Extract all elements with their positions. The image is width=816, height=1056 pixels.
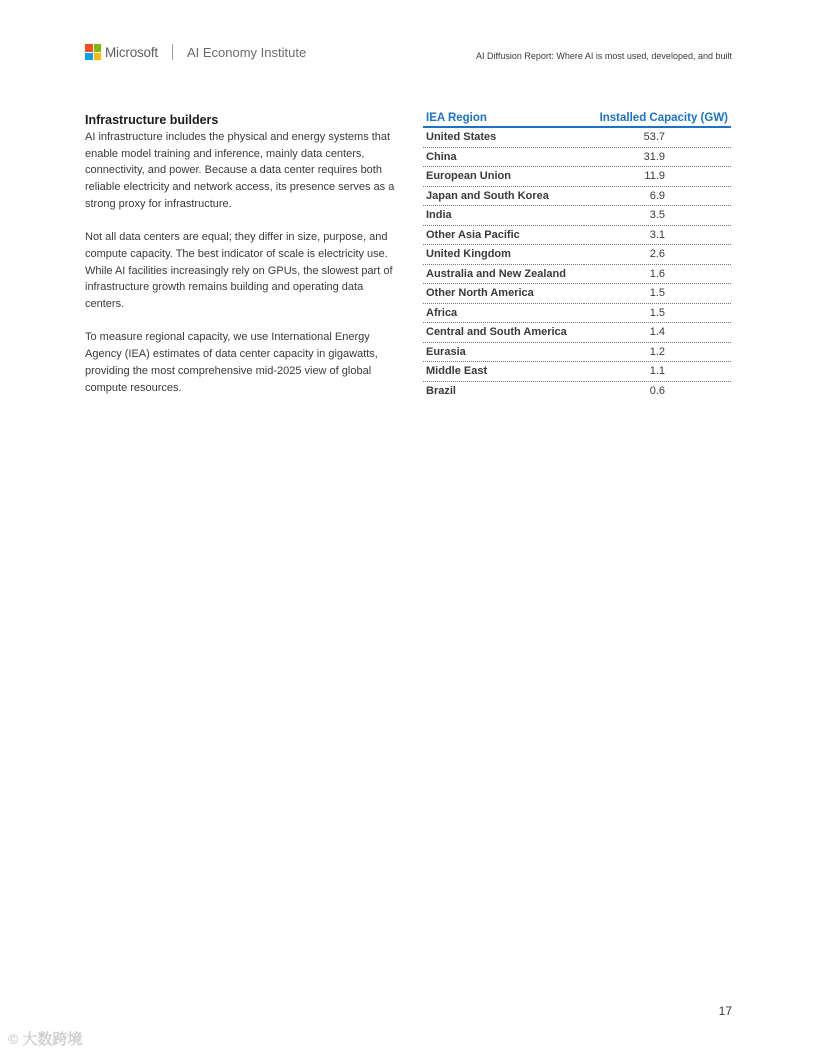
capacity-cell: 31.9 bbox=[584, 147, 731, 167]
region-cell: Japan and South Korea bbox=[423, 186, 584, 206]
table-row bbox=[423, 303, 731, 323]
header-divider bbox=[172, 44, 173, 60]
region-cell: China bbox=[423, 147, 584, 167]
capacity-cell: 1.5 bbox=[584, 284, 731, 304]
microsoft-logo-icon bbox=[85, 44, 101, 60]
capacity-cell: 1.4 bbox=[584, 323, 731, 343]
table-body bbox=[423, 127, 731, 400]
report-title: AI Diffusion Report: Where AI is most used, developed, and built bbox=[476, 51, 732, 61]
header-logo bbox=[85, 44, 306, 60]
region-cell: Africa bbox=[423, 303, 584, 323]
region-cell: Eurasia bbox=[423, 342, 584, 362]
table-row bbox=[423, 381, 731, 400]
paragraph: To measure regional capacity, we use International Energy Agency (IEA) estimates of data center capacity in gigawatts, providing the most comprehensive mid-2025 view of global compute resources. bbox=[85, 331, 378, 394]
table-header-row bbox=[423, 110, 731, 127]
region-cell: Other North America bbox=[423, 284, 584, 304]
table-row bbox=[423, 206, 731, 226]
table-row bbox=[423, 342, 731, 362]
watermark-logo-icon: © bbox=[8, 1030, 19, 1047]
institute-name: AI Economy Institute bbox=[186, 44, 307, 60]
brand-name: Microsoft bbox=[105, 44, 158, 60]
capacity-table bbox=[423, 110, 731, 400]
capacity-cell: 2.6 bbox=[584, 245, 731, 265]
table-row bbox=[423, 362, 731, 382]
region-cell: United States bbox=[423, 127, 584, 147]
column-header-region: IEA Region bbox=[423, 110, 584, 127]
capacity-cell: 1.1 bbox=[584, 362, 731, 382]
region-cell: European Union bbox=[423, 167, 584, 187]
region-cell: India bbox=[423, 206, 584, 226]
capacity-cell: 3.5 bbox=[584, 206, 731, 226]
region-cell: Central and South America bbox=[423, 323, 584, 343]
table-row bbox=[423, 225, 731, 245]
capacity-cell: 1.6 bbox=[584, 264, 731, 284]
region-cell: Other Asia Pacific bbox=[423, 225, 584, 245]
capacity-cell: 1.2 bbox=[584, 342, 731, 362]
region-cell: Middle East bbox=[423, 362, 584, 382]
watermark-text: 大数跨境 bbox=[22, 1031, 83, 1048]
watermark bbox=[8, 1028, 82, 1049]
table-row bbox=[423, 186, 731, 206]
capacity-cell: 53.7 bbox=[584, 127, 731, 147]
table-row bbox=[423, 284, 731, 304]
capacity-cell: 1.5 bbox=[584, 303, 731, 323]
table-row bbox=[423, 127, 731, 147]
column-header-capacity: Installed Capacity (GW) bbox=[584, 110, 731, 127]
capacity-cell: 0.6 bbox=[649, 384, 665, 397]
table-row bbox=[423, 147, 731, 167]
region-cell: United Kingdom bbox=[423, 245, 584, 265]
capacity-cell: 11.9 bbox=[584, 167, 731, 187]
capacity-table-container bbox=[423, 110, 731, 400]
paragraph: AI infrastructure includes the physical and energy systems that enable model training and inference, mainly data centers, connectivity, and power. Because a data center requires both reliable electricity and network access, its presence serves as a strong proxy for infrastructure. bbox=[85, 131, 395, 210]
region-cell: Brazil bbox=[426, 384, 456, 397]
page-number: 17 bbox=[718, 1004, 732, 1018]
capacity-cell: 3.1 bbox=[584, 225, 731, 245]
table-row bbox=[423, 323, 731, 343]
paragraph: Not all data centers are equal; they differ in size, purpose, and compute capacity. The best indicator of scale is electricity use. While AI facilities increasingly rely on GPUs, the slowest part of infrastructure growth remains building and operating data centers. bbox=[85, 231, 393, 311]
table-row bbox=[423, 167, 731, 187]
table-row bbox=[423, 264, 731, 284]
text-column bbox=[85, 112, 403, 413]
region-cell: Australia and New Zealand bbox=[423, 264, 584, 284]
section-title: Infrastructure builders bbox=[85, 113, 219, 127]
table-row bbox=[423, 245, 731, 265]
capacity-cell: 6.9 bbox=[584, 186, 731, 206]
